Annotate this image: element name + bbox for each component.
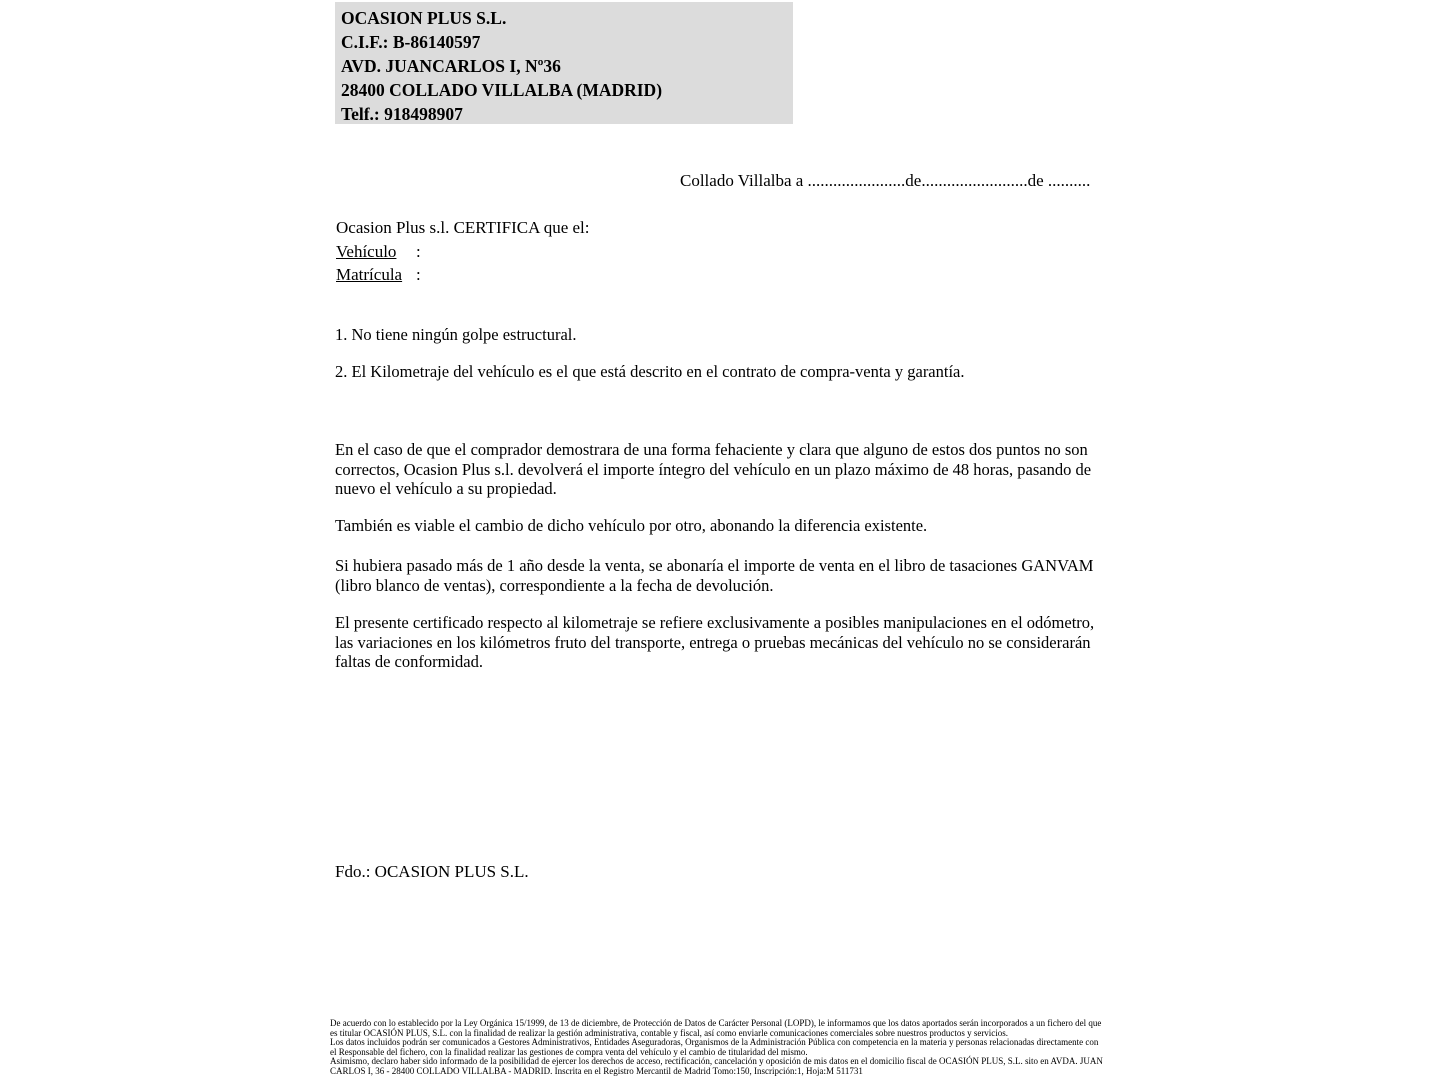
- company-header-box: [335, 2, 793, 124]
- company-cif: C.I.F.: B-86140597: [341, 32, 481, 52]
- legal-footer-paragraph-data-sharing: Los datos incluidos podrán ser comunicados a Gestores Administrativos, Entidades Aseguradoras, Organismos de la Administración Pública con competencia en la materia y personas relacionadas directamente con el Responsable del fichero, con la finalidad realizar las gestiones de compra venta del vehículo y el cambio de titularidad del mismo.: [330, 1037, 1099, 1057]
- paragraph-refund-policy: En el caso de que el comprador demostrara de una forma fehaciente y clara que alguno de estos dos puntos no son correctos, Ocasion Plus s.l. devolverá el importe íntegro del vehículo en un plazo máximo de 48 horas, pasando de nuevo el vehículo a su propiedad.: [335, 440, 1092, 498]
- company-address: AVD. JUANCARLOS I, Nº36: [341, 56, 561, 76]
- plate-label: Matrícula: [336, 265, 403, 284]
- company-city: 28400 COLLADO VILLALBA (MADRID): [341, 80, 663, 100]
- signature-line: Fdo.: OCASION PLUS S.L.: [335, 862, 529, 881]
- company-name: OCASION PLUS S.L.: [341, 8, 507, 28]
- vehicle-field-row: [336, 240, 590, 264]
- vehicle-label: Vehículo: [336, 241, 397, 261]
- clause-mileage: 2. El Kilometraje del vehículo es el que está descrito en el contrato de compra-venta y garantía.: [335, 362, 965, 381]
- paragraph-vehicle-exchange: También es viable el cambio de dicho vehículo por otro, abonando la diferencia existente.: [335, 516, 928, 535]
- company-phone: Telf.: 918498907: [341, 104, 463, 124]
- certify-block: [336, 216, 590, 287]
- legal-footer-paragraph-lopd: De acuerdo con lo establecido por la Ley Orgánica 15/1999, de 13 de diciembre, de Protección de Datos de Carácter Personal (LOPD), le informamos que los datos aportados serán incorporados a un fichero del que es titular OCASIÓN PLUS, S.L. con la finalidad de realizar la gestión administrativa, contable y fiscal, así como enviarle comunicaciones comerciales sobre nuestros productos y servicios.: [330, 1018, 1102, 1038]
- date-line: Collado Villalba a .......................de.........................de ..........: [680, 171, 1091, 190]
- clause-structural-damage: 1. No tiene ningún golpe estructural.: [335, 325, 577, 344]
- paragraph-ganvam-valuation: Si hubiera pasado más de 1 año desde la venta, se abonaría el importe de venta en el libro de tasaciones GANVAM (libro blanco de ventas), correspondiente a la fecha de devolución.: [335, 556, 1094, 595]
- legal-footer-paragraph-rights: Asimismo, declaro haber sido informado de la posibilidad de ejercer los derechos de acceso, rectificación, cancelación y oposición de mis datos en el domicilio fiscal de OCASIÓN PLUS, S.L. sito en AVDA. JUAN CARLOS I, 36 - 28400 COLLADO VILLALBA - MADRID. Inscrita en el Registro Mercantil de Madrid Tomo:150, Inscripción:1, Hoja:M 511731: [330, 1056, 1103, 1076]
- paragraph-odometer-disclaimer: El presente certificado respecto al kilometraje se refiere exclusivamente a posibles manipulaciones en el odómetro, las variaciones en los kilómetros fruto del transporte, entrega o pruebas mecánicas del vehículo no se considerarán faltas de conformidad.: [335, 613, 1095, 671]
- certifies-intro: Ocasion Plus s.l. CERTIFICA que el:: [336, 218, 590, 237]
- plate-colon: :: [416, 265, 421, 284]
- legal-footer: [330, 1019, 1104, 1077]
- vehicle-colon: :: [416, 241, 421, 261]
- plate-field-row: [336, 263, 590, 287]
